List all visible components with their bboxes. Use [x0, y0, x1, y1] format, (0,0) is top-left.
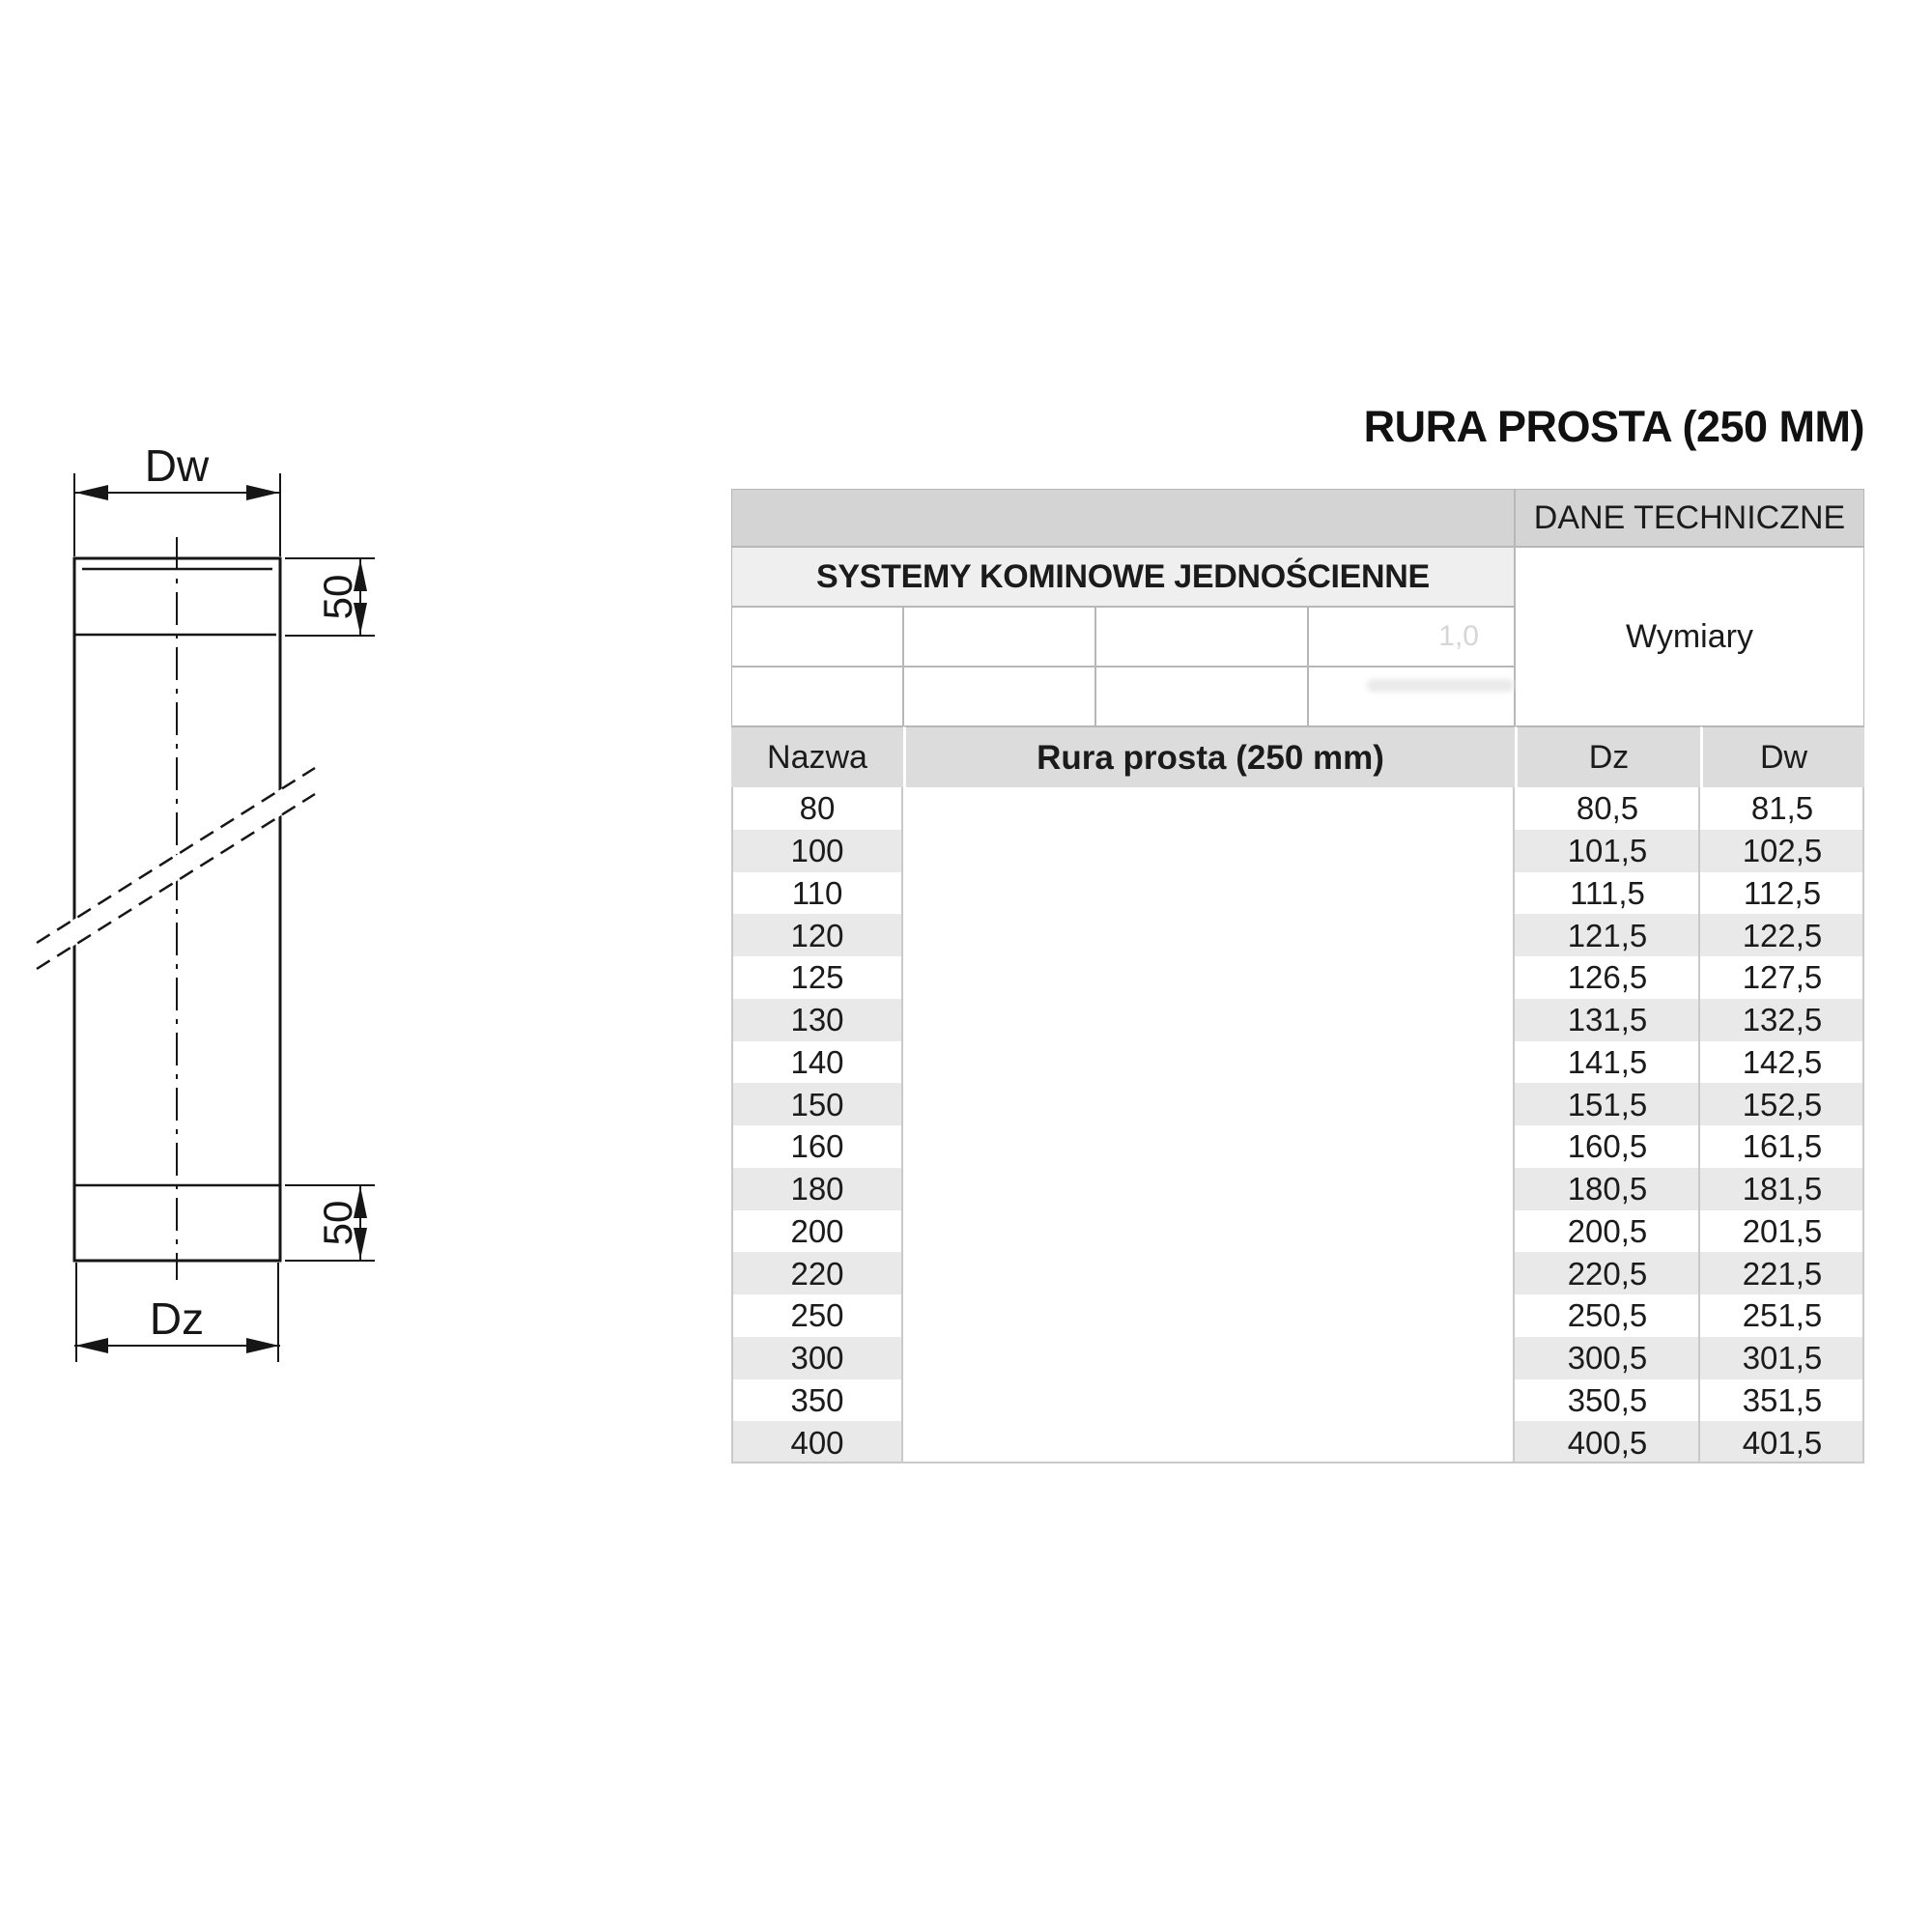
row-dw: 161,5 — [1700, 1125, 1864, 1168]
row-middle — [903, 956, 1515, 999]
row-dz: 350,5 — [1515, 1379, 1700, 1422]
dimensions-header: Wymiary — [1515, 547, 1864, 726]
row-nazwa: 220 — [731, 1252, 903, 1294]
column-header-product: Rura prosta (250 mm) — [903, 726, 1515, 787]
technical-data-table — [731, 489, 1864, 1463]
row-nazwa: 350 — [731, 1379, 903, 1422]
table-grid-line — [1698, 787, 1700, 1463]
empty-cell — [731, 607, 903, 667]
socket-top-label: 50 — [315, 574, 360, 620]
row-middle — [903, 1252, 1515, 1294]
row-nazwa: 125 — [731, 956, 903, 999]
row-dz: 250,5 — [1515, 1294, 1700, 1337]
row-dw: 102,5 — [1700, 830, 1864, 872]
row-dw: 301,5 — [1700, 1337, 1864, 1379]
empty-cell — [903, 607, 1095, 667]
row-middle — [903, 999, 1515, 1041]
row-dz: 200,5 — [1515, 1210, 1700, 1253]
dz-arrow-right — [246, 1338, 279, 1353]
row-nazwa: 120 — [731, 914, 903, 956]
row-dz: 151,5 — [1515, 1083, 1700, 1125]
row-dz: 141,5 — [1515, 1041, 1700, 1084]
row-dw: 132,5 — [1700, 999, 1864, 1041]
faint-note-cell: 1,0 — [1308, 607, 1515, 667]
row-dz: 160,5 — [1515, 1125, 1700, 1168]
faint-smudge — [1367, 679, 1514, 692]
row-dz: 300,5 — [1515, 1337, 1700, 1379]
pipe-drawing-svg — [29, 338, 454, 1410]
row-dw: 112,5 — [1700, 872, 1864, 915]
technical-data-header: DANE TECHNICZNE — [1515, 489, 1864, 547]
dz-arrow-left — [75, 1338, 108, 1353]
row-nazwa: 300 — [731, 1337, 903, 1379]
row-dz: 400,5 — [1515, 1421, 1700, 1463]
table-grid-line — [731, 787, 733, 1463]
column-header-nazwa: Nazwa — [731, 726, 903, 787]
row-middle — [903, 1125, 1515, 1168]
row-dw: 221,5 — [1700, 1252, 1864, 1294]
row-nazwa: 180 — [731, 1168, 903, 1210]
dw-arrow-right — [246, 485, 279, 500]
row-middle — [903, 1083, 1515, 1125]
row-nazwa: 400 — [731, 1421, 903, 1463]
row-nazwa: 160 — [731, 1125, 903, 1168]
row-middle — [903, 1337, 1515, 1379]
row-dw: 152,5 — [1700, 1083, 1864, 1125]
row-dz: 101,5 — [1515, 830, 1700, 872]
row-dw: 351,5 — [1700, 1379, 1864, 1422]
row-nazwa: 80 — [731, 787, 903, 830]
row-dz: 126,5 — [1515, 956, 1700, 999]
row-nazwa: 130 — [731, 999, 903, 1041]
row-dz: 131,5 — [1515, 999, 1700, 1041]
row-nazwa: 150 — [731, 1083, 903, 1125]
row-middle — [903, 1294, 1515, 1337]
column-header-dw: Dw — [1700, 726, 1864, 787]
row-dw: 142,5 — [1700, 1041, 1864, 1084]
system-header: SYSTEMY KOMINOWE JEDNOŚCIENNE — [731, 547, 1515, 607]
row-nazwa: 110 — [731, 872, 903, 915]
row-middle — [903, 1041, 1515, 1084]
socket-bottom-label: 50 — [315, 1200, 360, 1246]
dw-arrow-left — [75, 485, 108, 500]
row-dz: 220,5 — [1515, 1252, 1700, 1294]
page-title: RURA PROSTA (250 MM) — [1363, 402, 1864, 451]
row-dw: 201,5 — [1700, 1210, 1864, 1253]
table-bottom-border — [731, 1462, 1864, 1463]
row-middle — [903, 830, 1515, 872]
row-nazwa: 140 — [731, 1041, 903, 1084]
dz-label: Dz — [149, 1293, 205, 1344]
row-middle — [903, 872, 1515, 915]
row-dw: 81,5 — [1700, 787, 1864, 830]
empty-cell — [731, 667, 903, 726]
row-dw: 127,5 — [1700, 956, 1864, 999]
faint-smudge-cell — [1308, 667, 1515, 726]
row-dw: 122,5 — [1700, 914, 1864, 956]
row-dz: 80,5 — [1515, 787, 1700, 830]
row-nazwa: 250 — [731, 1294, 903, 1337]
empty-cell — [1095, 607, 1308, 667]
row-middle — [903, 787, 1515, 830]
table-grid-line — [1513, 787, 1515, 1463]
pipe-technical-drawing — [29, 338, 454, 1410]
row-middle — [903, 1168, 1515, 1210]
table-grid-line — [1862, 787, 1864, 1463]
row-dw: 181,5 — [1700, 1168, 1864, 1210]
dw-label: Dw — [144, 440, 210, 491]
row-dz: 121,5 — [1515, 914, 1700, 956]
empty-cell — [903, 667, 1095, 726]
row-dw: 251,5 — [1700, 1294, 1864, 1337]
row-nazwa: 200 — [731, 1210, 903, 1253]
empty-cell — [1095, 667, 1308, 726]
row-middle — [903, 914, 1515, 956]
column-header-dz: Dz — [1515, 726, 1700, 787]
row-nazwa: 100 — [731, 830, 903, 872]
table-grid-line — [901, 787, 903, 1463]
row-middle — [903, 1421, 1515, 1463]
row-middle — [903, 1379, 1515, 1422]
row-dw: 401,5 — [1700, 1421, 1864, 1463]
row-dz: 180,5 — [1515, 1168, 1700, 1210]
row-dz: 111,5 — [1515, 872, 1700, 915]
table-corner-spacer — [731, 489, 1515, 547]
row-middle — [903, 1210, 1515, 1253]
